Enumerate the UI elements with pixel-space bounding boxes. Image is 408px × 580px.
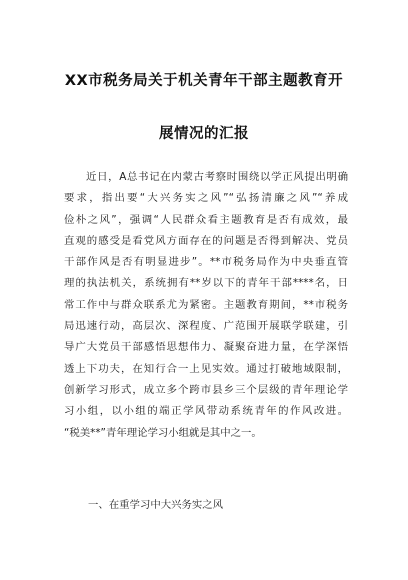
paragraph-line: 创新学习形式，成立多个跨市县乡三个层级的青年理论学 [64, 383, 348, 396]
paragraph-line: 导广大党员干部感悟思想伟力、凝聚奋进力量，在学深悟 [64, 341, 348, 354]
paragraph-line: 常工作中与群众联系尤为紧密。主题教育期间，**市税务 [64, 298, 348, 311]
document-title-line-1: XX市税务局关于机关青年干部主题教育开 [64, 73, 344, 89]
paragraph-line: 近日，A总书记在内蒙古考察时围绕以学正风提出明确 [86, 171, 348, 183]
paragraph-line: “税美**”青年理论学习小组就是其中之一。 [64, 426, 262, 439]
paragraph-line: 干部作风是否有明显进步”。**市税务局作为中央垂直管 [64, 256, 348, 269]
paragraph-line: 理的执法机关，系统拥有**岁以下的青年干部****名，日 [64, 277, 348, 290]
paragraph-line: 习小组，以小组的端正学风带动系统青年的作风改进。 [64, 405, 348, 418]
paragraph-line: 透上下功夫，在知行合一上见实效。通过打破地域限制， [64, 362, 348, 375]
section-heading: 一、在重学习中大兴务实之风 [88, 499, 224, 511]
document-paragraph [64, 167, 348, 444]
document-title-line-2: 展情况的汇报 [159, 126, 249, 142]
paragraph-line: 俭朴之风”，强调“人民群众看主题教育是否有成效，最 [64, 213, 348, 226]
paragraph-line: 局迅速行动，高层次、深程度、广范围开展联学联建，引 [64, 320, 348, 333]
paragraph-line: 直观的感受是看党风方面存在的问题是否得到解决、党员 [64, 234, 348, 247]
paragraph-line: 要求，指出要“大兴务实之风”“弘扬清廉之风”“养成 [64, 192, 348, 205]
